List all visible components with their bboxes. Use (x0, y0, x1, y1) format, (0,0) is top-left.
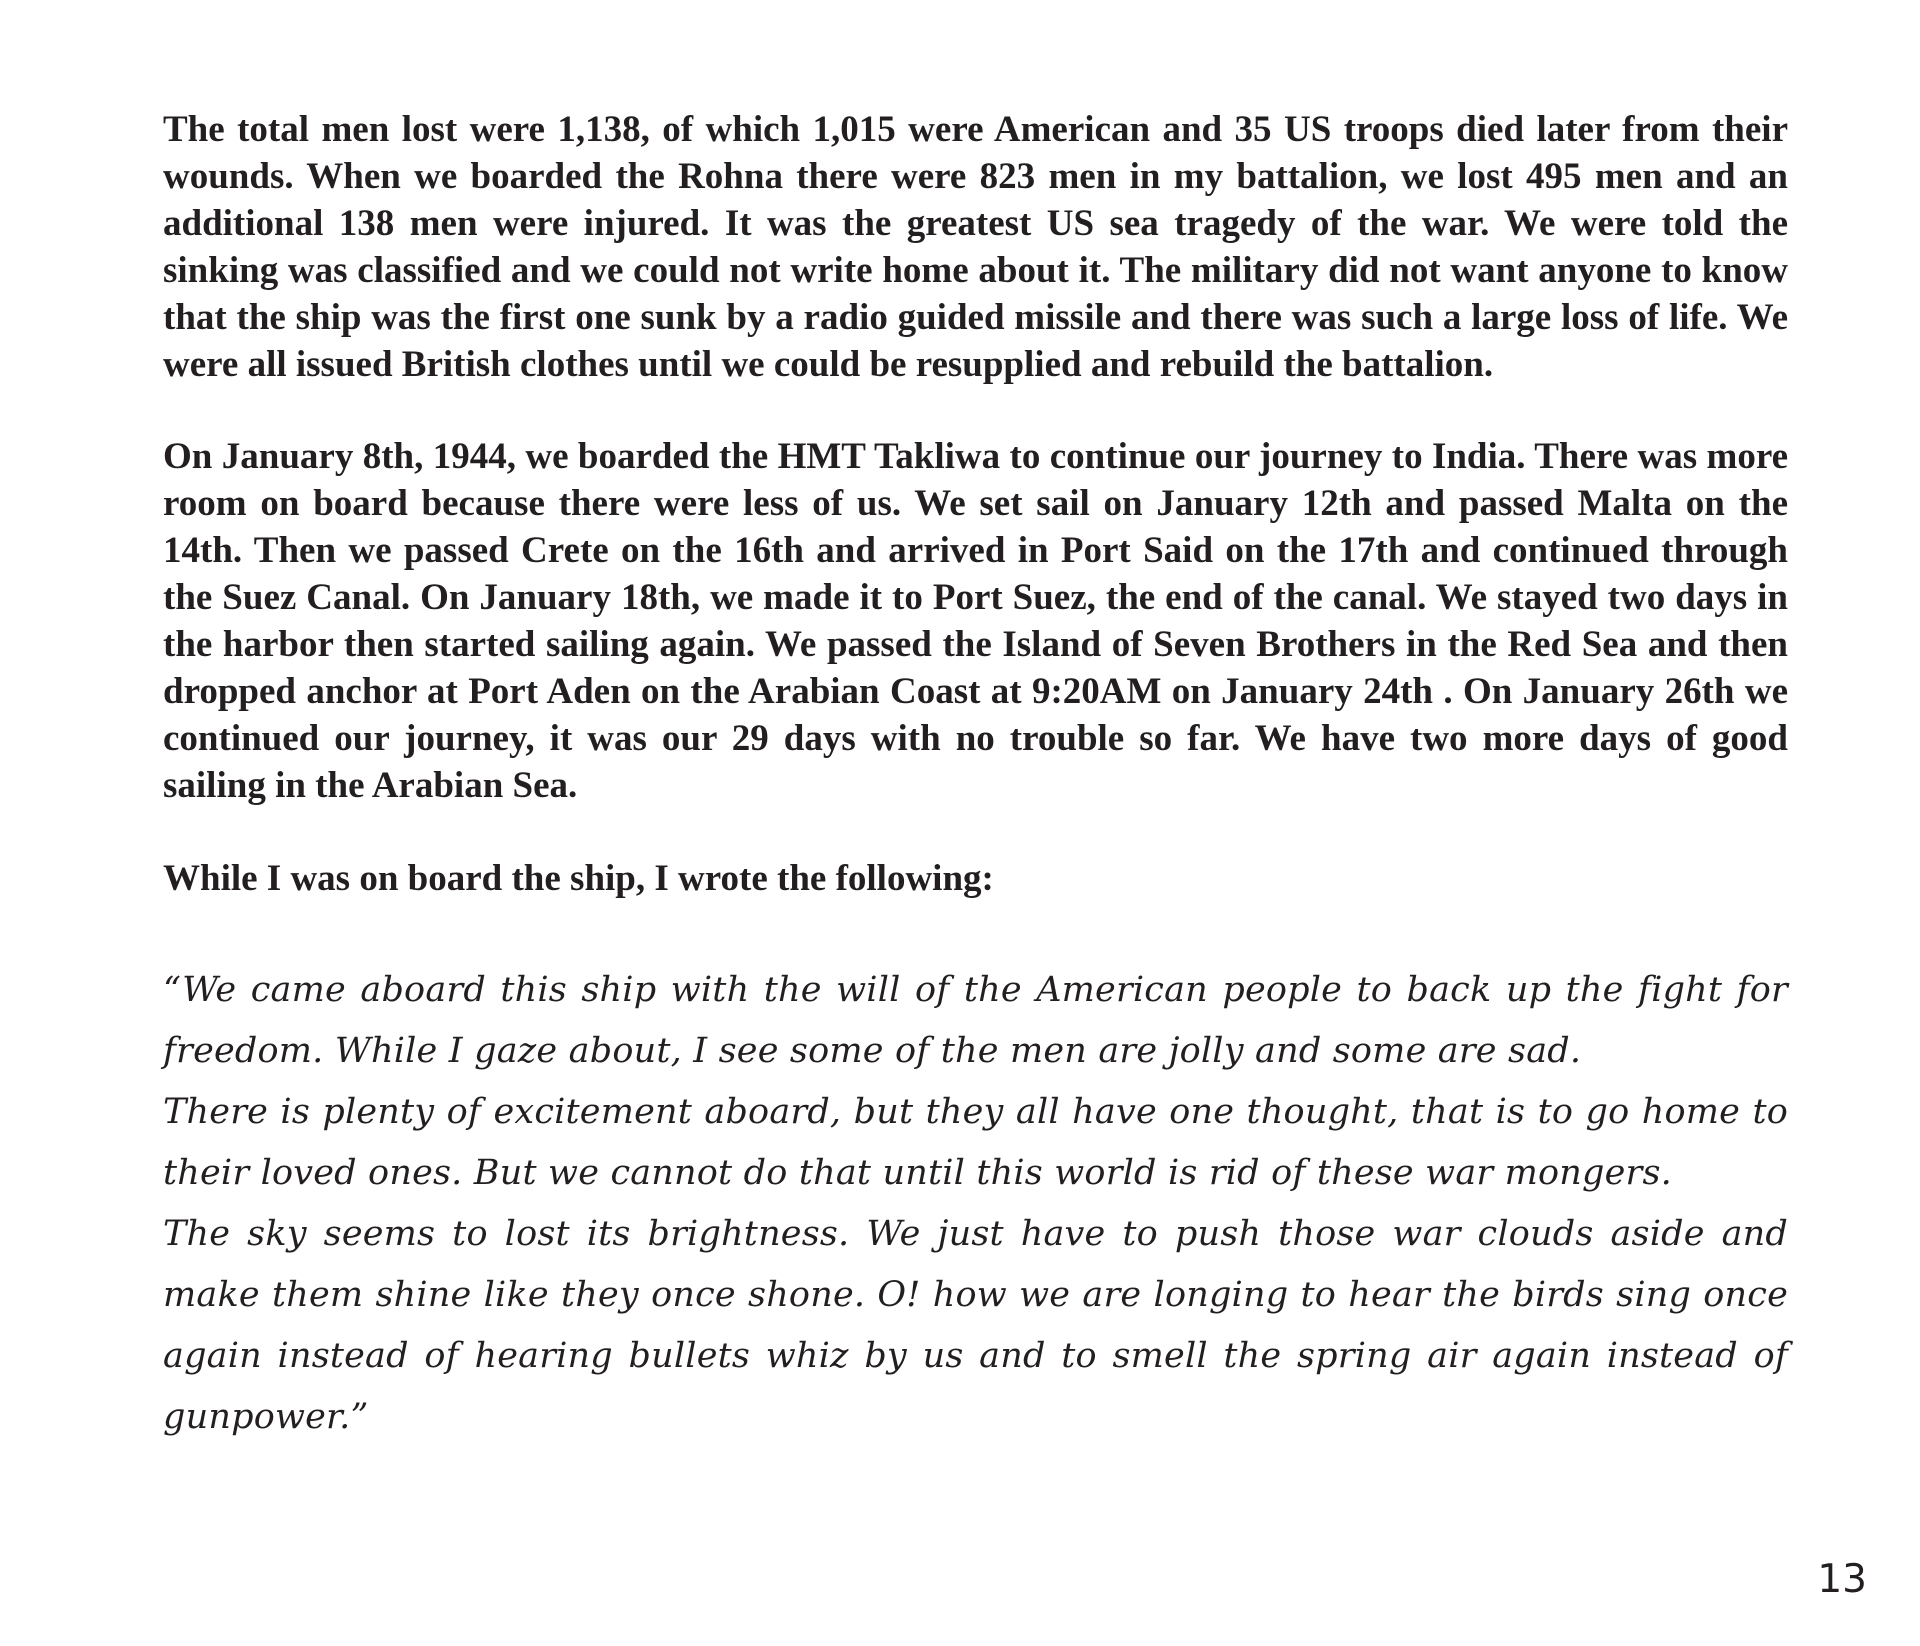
page-number: 13 (1817, 1557, 1867, 1602)
paragraph-journey: On January 8th, 1944, we boarded the HMT Takliwa to continue our journey to India. There was more room on board because there were less of us. We set sail on January 12th and passed Malta on the 14th. Then we passed Crete on the 16th and arrived in Port Said on the 17th and continued through the Suez Canal. On January 18th, we made it to Port Suez, the end of the canal. We stayed two days in the harbor then started sailing again. We passed the Island of Seven Brothers in the Red Sea and then dropped anchor at Port Aden on the Arabian Coast at 9:20AM on January 24th . On January 26th we continued our journey, it was our 29 days with no trouble so far. We have two more days of good sailing in the Arabian Sea. (163, 436, 1788, 806)
paragraph-casualties: The total men lost were 1,138, of which 1,015 were American and 35 US troops died later from their wounds. When we boarded the Rohna there were 823 men in my battalion, we lost 495 men and an additional 138 men were injured. It was the greatest US sea tragedy of the war. We were told the sinking was classified and we could not write home about it. The military did not want anyone to know that the ship was the first one sunk by a radio guided missile and there was such a large loss of life. We were all issued British clothes until we could be resupplied and rebuild the battalion. (163, 109, 1788, 385)
quote-line-3: The sky seems to lost its brightness. We just have to push those war clouds aside and make them shine like they once shone. O! how we are longing to hear the birds sing once again instead of hearing bullets whiz by us and to smell the spring air again instead of gunpower.” (163, 1214, 1788, 1437)
quote-line-2: There is plenty of excitement aboard, but they all have one thought, that is to go home to their loved ones. But we cannot do that until this world is rid of these war mongers. (163, 1092, 1788, 1193)
paragraph-quote-intro: While I was on board the ship, I wrote the following: (163, 858, 994, 899)
quote-line-1: “We came aboard this ship with the will of the American people to back up the fight for freedom. While I gaze about, I see some of the men are jolly and some are sad. (163, 970, 1788, 1071)
handwritten-quote (163, 960, 1788, 1448)
